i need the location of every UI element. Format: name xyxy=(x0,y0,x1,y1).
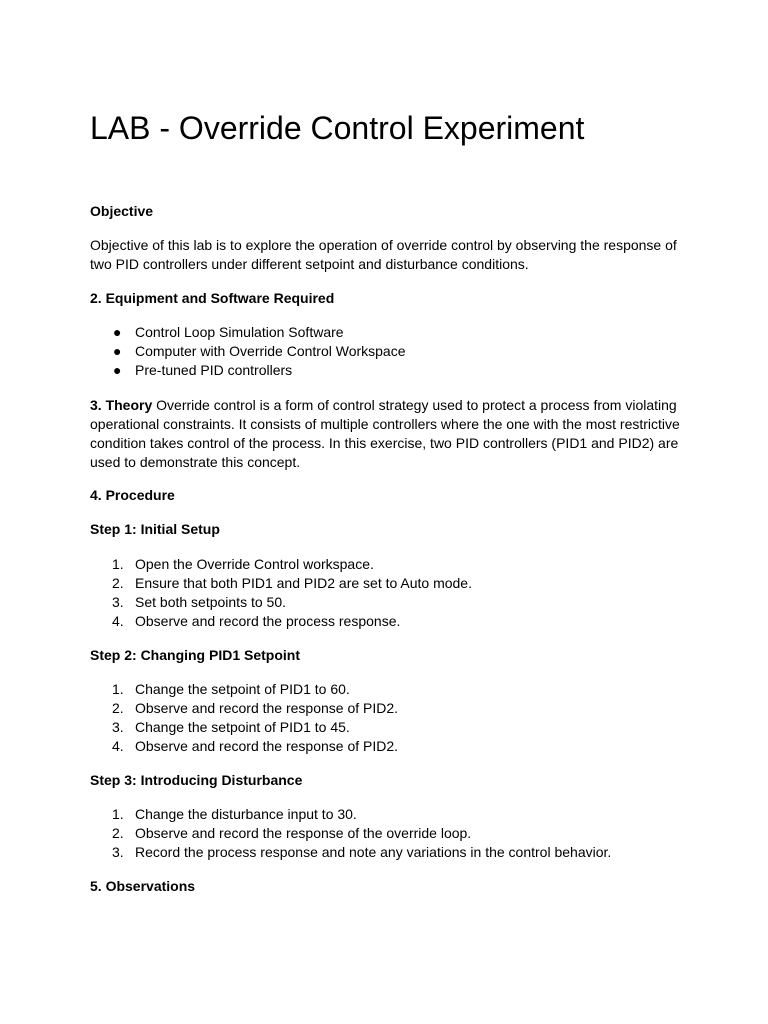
step-1-list-block xyxy=(90,555,680,631)
list-number: 4. xyxy=(112,738,124,754)
list-item xyxy=(90,323,680,342)
list-item xyxy=(90,805,680,824)
list-item xyxy=(90,824,680,843)
theory-label: 3. Theory xyxy=(90,397,153,413)
objective-text: Objective of this lab is to explore the operation of override control by observing the response of two PID controllers under different setpoint and disturbance conditions. xyxy=(90,237,677,272)
bullet-icon: ● xyxy=(113,362,122,378)
step-3-heading: Step 3: Introducing Disturbance xyxy=(90,772,303,788)
list-item-text: Change the disturbance input to 30. xyxy=(135,806,357,822)
list-number: 4. xyxy=(112,613,124,629)
list-item xyxy=(90,699,680,718)
step-2-list xyxy=(90,680,680,756)
list-item xyxy=(90,574,680,593)
list-number: 1. xyxy=(112,681,124,697)
equipment-heading: 2. Equipment and Software Required xyxy=(90,290,335,306)
list-item-text: Observe and record the process response. xyxy=(135,613,401,629)
list-item-text: Observe and record the response of the override loop. xyxy=(135,825,472,841)
list-item-text: Record the process response and note any variations in the control behavior. xyxy=(135,844,612,860)
list-item-text: Pre-tuned PID controllers xyxy=(135,362,293,378)
step-2-list-block xyxy=(90,680,680,756)
list-item xyxy=(90,555,680,574)
list-item xyxy=(90,843,680,862)
list-number: 3. xyxy=(112,719,124,735)
step-1-heading: Step 1: Initial Setup xyxy=(90,521,220,537)
objective-text-block xyxy=(90,236,680,274)
objective-heading: Objective xyxy=(90,203,154,219)
list-number: 3. xyxy=(112,594,124,610)
bullet-icon: ● xyxy=(113,343,122,359)
list-item-text: Change the setpoint of PID1 to 60. xyxy=(135,681,350,697)
step-3-list xyxy=(90,805,680,862)
list-item-text: Control Loop Simulation Software xyxy=(135,324,344,340)
list-number: 1. xyxy=(112,806,124,822)
list-item xyxy=(90,718,680,737)
list-number: 2. xyxy=(112,825,124,841)
bullet-icon: ● xyxy=(113,324,122,340)
list-item xyxy=(90,612,680,631)
list-item-text: Open the Override Control workspace. xyxy=(135,556,374,572)
observations-heading: 5. Observations xyxy=(90,878,196,894)
equipment-section xyxy=(90,289,680,308)
list-number: 1. xyxy=(112,556,124,572)
step-3-list-block xyxy=(90,805,680,862)
list-item xyxy=(90,342,680,361)
list-item xyxy=(90,593,680,612)
list-item-text: Observe and record the response of PID2. xyxy=(135,738,399,754)
list-item-text: Observe and record the response of PID2. xyxy=(135,700,399,716)
list-number: 3. xyxy=(112,844,124,860)
list-number: 2. xyxy=(112,700,124,716)
list-item xyxy=(90,737,680,756)
step-1-section xyxy=(90,520,680,539)
step-2-heading: Step 2: Changing PID1 Setpoint xyxy=(90,647,301,663)
list-item-text: Change the setpoint of PID1 to 45. xyxy=(135,719,350,735)
theory-text xyxy=(90,396,680,472)
list-item xyxy=(90,680,680,699)
equipment-list xyxy=(90,323,680,380)
procedure-section xyxy=(90,486,680,505)
step-2-section xyxy=(90,646,680,665)
theory-section xyxy=(90,396,680,472)
procedure-heading: 4. Procedure xyxy=(90,487,175,503)
list-number: 2. xyxy=(112,575,124,591)
theory-body: Override control is a form of control strategy used to protect a process from violating operational constraints. It consists of multiple controllers where the one with the most restrictive condition takes control of the process. In this exercise, two PID controllers (PID1 and PID2) are used to demonstrate this concept. xyxy=(90,397,680,470)
step-3-section xyxy=(90,771,680,790)
list-item-text: Ensure that both PID1 and PID2 are set to Auto mode. xyxy=(135,575,472,591)
list-item-text: Computer with Override Control Workspace xyxy=(135,343,406,359)
objective-section xyxy=(90,202,680,221)
list-item xyxy=(90,361,680,380)
list-item-text: Set both setpoints to 50. xyxy=(135,594,286,610)
step-1-list xyxy=(90,555,680,631)
page-title: LAB - Override Control Experiment xyxy=(90,110,585,146)
observations-section xyxy=(90,877,680,896)
equipment-list-block xyxy=(90,323,680,380)
